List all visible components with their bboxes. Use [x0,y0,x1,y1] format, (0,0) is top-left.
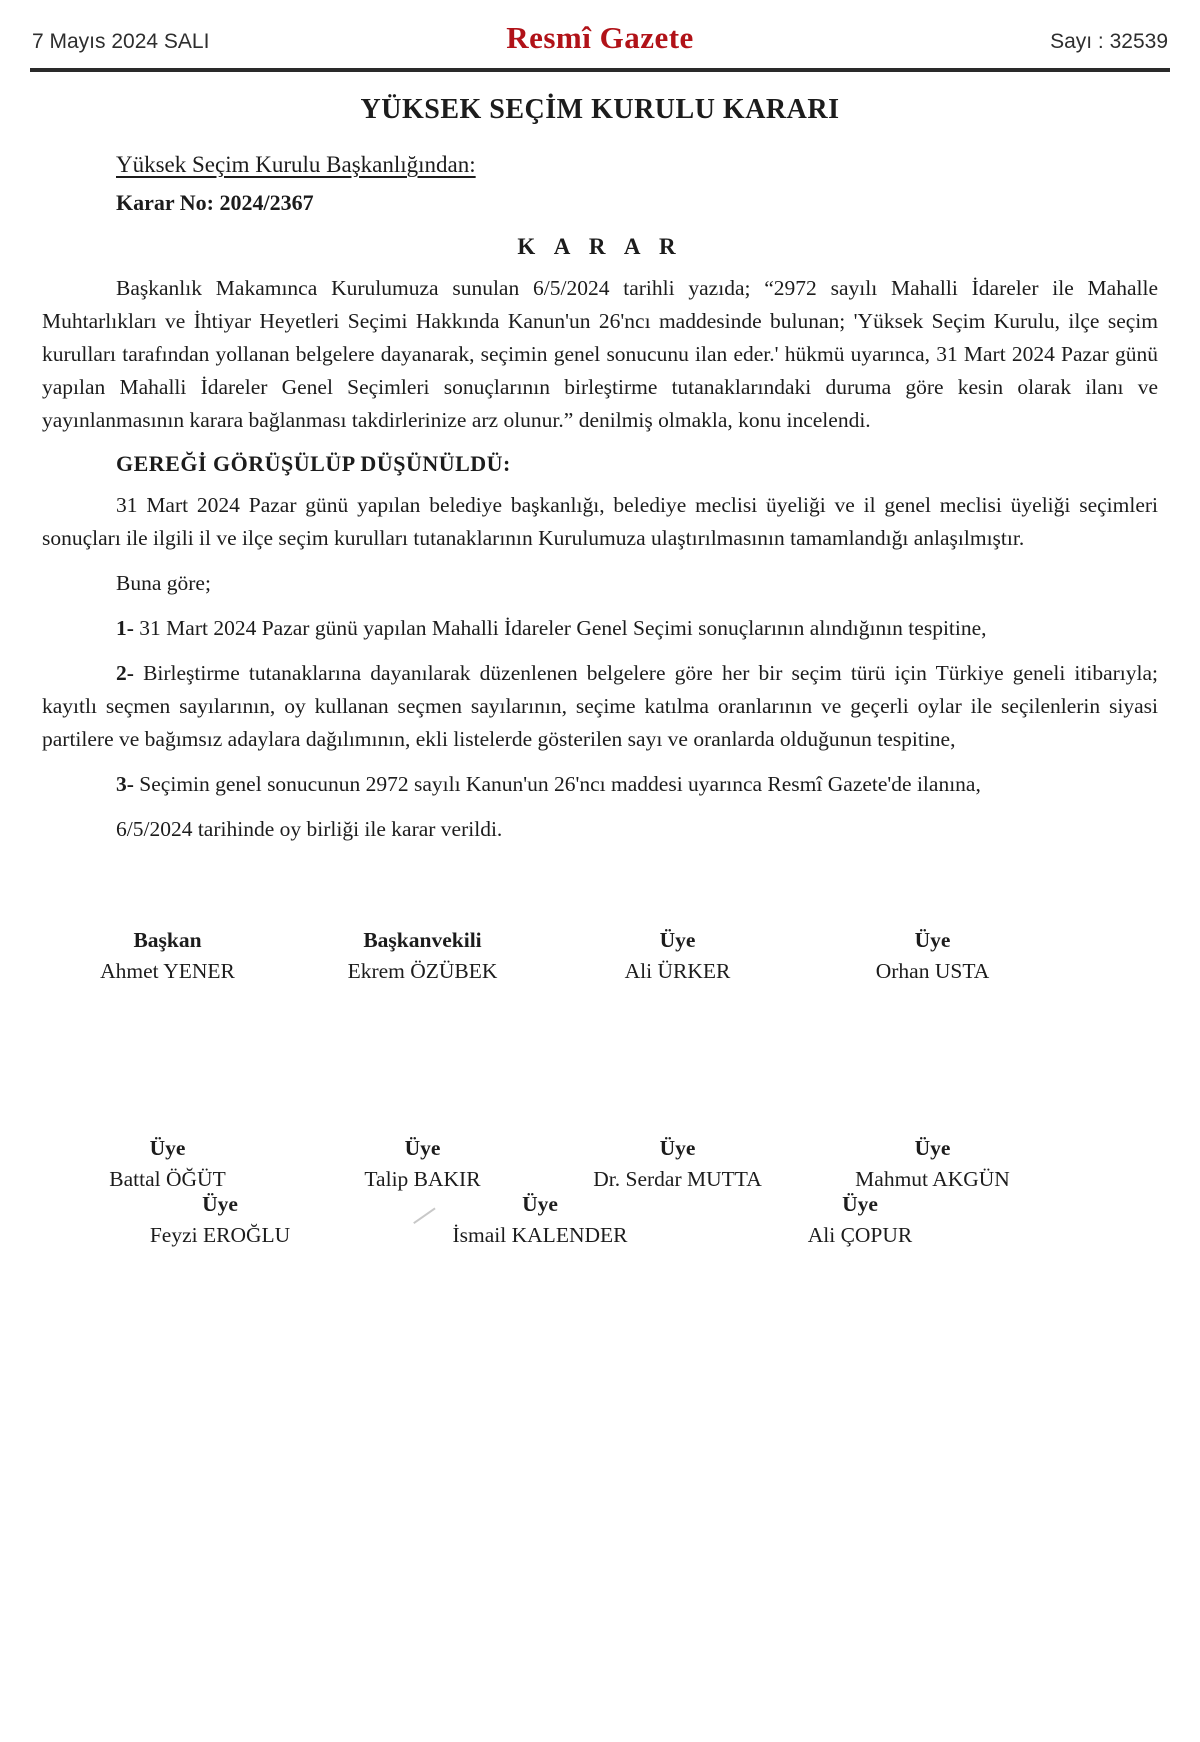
masthead-title: Resmî Gazete [506,20,694,55]
signer-title: Başkan [133,928,202,952]
signer-name: Ahmet YENER [100,959,235,983]
signature-cell [40,928,295,984]
signature-cell [805,928,1060,984]
signer-name: Dr. Serdar MUTTA [593,1167,762,1191]
signer-title: Üye [522,1192,558,1216]
signature-cell [805,1136,1060,1192]
karar-heading: K A R A R [517,234,683,259]
signer-title: Üye [404,1136,441,1160]
issue-number: Sayı : 32539 [1050,30,1168,53]
decision-item-3-number: 3- [116,772,134,796]
findings-paragraph: 31 Mart 2024 Pazar günü yapılan belediye başkanlığı, belediye meclisi üyeliği ve il genel meclisi üyeliği seçimleri sonuçları ile ilgili il ve ilçe seçim kurulları tutanaklarının Kurulumuza ulaştırılmasının tamamlandığı anlaşılmıştır. [42,493,1158,550]
signer-name: Battal ÖĞÜT [109,1167,226,1191]
signer-title: Üye [149,1136,186,1160]
signer-name: Mahmut AKGÜN [855,1167,1010,1191]
signature-cell [550,928,805,984]
decision-item-3 [42,768,1158,801]
page-title: YÜKSEK SEÇİM KURULU KARARI [360,94,840,125]
closing-line: 6/5/2024 tarihinde oy birliği ile karar verildi. [116,817,503,841]
signer-title: Üye [659,1136,696,1160]
signer-title: Üye [914,928,951,952]
signer-name: Orhan USTA [875,959,990,983]
decision-item-3-text: Seçimin genel sonucunun 2972 sayılı Kanun'un 26'ncı maddesi uyarınca Resmî Gazete'de ilanına, [139,772,981,796]
signature-cell [700,1192,1020,1248]
decision-item-2 [42,657,1158,756]
decision-item-1 [42,612,1158,645]
signer-title: Üye [842,1192,878,1216]
signer-name: Feyzi EROĞLU [149,1223,291,1247]
signature-row [60,1192,1020,1248]
signer-name: Ekrem ÖZÜBEK [347,959,498,983]
header-divider [30,68,1170,72]
gazette-header [0,0,1200,56]
section-heading: GEREĞİ GÖRÜŞÜLÜP DÜŞÜNÜLDÜ: [116,451,511,476]
intro-paragraph: Başkanlık Makamınca Kurulumuza sunulan 6/5/2024 tarihli yazıda; “2972 sayılı Mahalli İdareler ile Mahalle Muhtarlıkları ve İhtiyar Heyetleri Seçimi Hakkında Kanun'un 26'ncı maddesinde bulunan; 'Yüksek Seçim Kurulu, ilçe seçim kurulları tarafından yollanan belgelere dayanarak, seçimin genel sonucunu ilan eder.' hükmü uyarınca, 31 Mart 2024 Pazar günü yapılan Mahalli İdareler Genel Seçimleri sonuçlarının birleştirme tutanaklarındaki duruma göre kesin olarak ilanı ve yayınlanmasının karara bağlanması takdirlerinize arz olunur.” denilmiş olmakla, konu incelendi. [42,276,1158,432]
issuing-authority-line: Yüksek Seçim Kurulu Başkanlığından: [116,152,476,177]
signer-title: Üye [202,1192,238,1216]
signature-cell [550,1136,805,1192]
signer-name: İsmail KALENDER [452,1223,628,1247]
signer-name: Ali ÇOPUR [807,1223,913,1247]
decision-number: Karar No: 2024/2367 [116,190,314,215]
decision-item-2-number: 2- [116,661,134,685]
buna-gore-line: Buna göre; [116,571,211,595]
issue-date: 7 Mayıs 2024 SALI [32,30,210,53]
decision-item-2-text: Birleştirme tutanaklarına dayanılarak düzenlenen belgelere göre her bir seçim türü için Türkiye geneli itibarıyla; kayıtlı seçmen sayılarının, oy kullanan seçmen sayılarının, seçime katılma oranlarının ve geçerli oylar ile seçilenlerin siyasi partilere ve bağımsız adaylara dağılımının, ekli listelerde gösterilen sayı ve oranlarda olduğunun tespitine, [42,661,1159,751]
decision-item-1-text: 31 Mart 2024 Pazar günü yapılan Mahalli İdareler Genel Seçimi sonuçlarının alındığının tespitine, [139,616,987,640]
signature-cell [380,1192,700,1248]
signature-row [40,1136,1060,1192]
signer-name: Talip BAKIR [364,1167,481,1191]
signature-row [40,928,1060,984]
signature-cell [60,1192,380,1248]
signer-name: Ali ÜRKER [624,959,731,983]
signature-cell [295,1136,550,1192]
signature-cell [40,1136,295,1192]
signature-cell [295,928,550,984]
decision-item-1-number: 1- [116,616,134,640]
signer-title: Üye [914,1136,951,1160]
signer-title: Üye [659,928,696,952]
signer-title: Başkanvekili [363,928,482,952]
